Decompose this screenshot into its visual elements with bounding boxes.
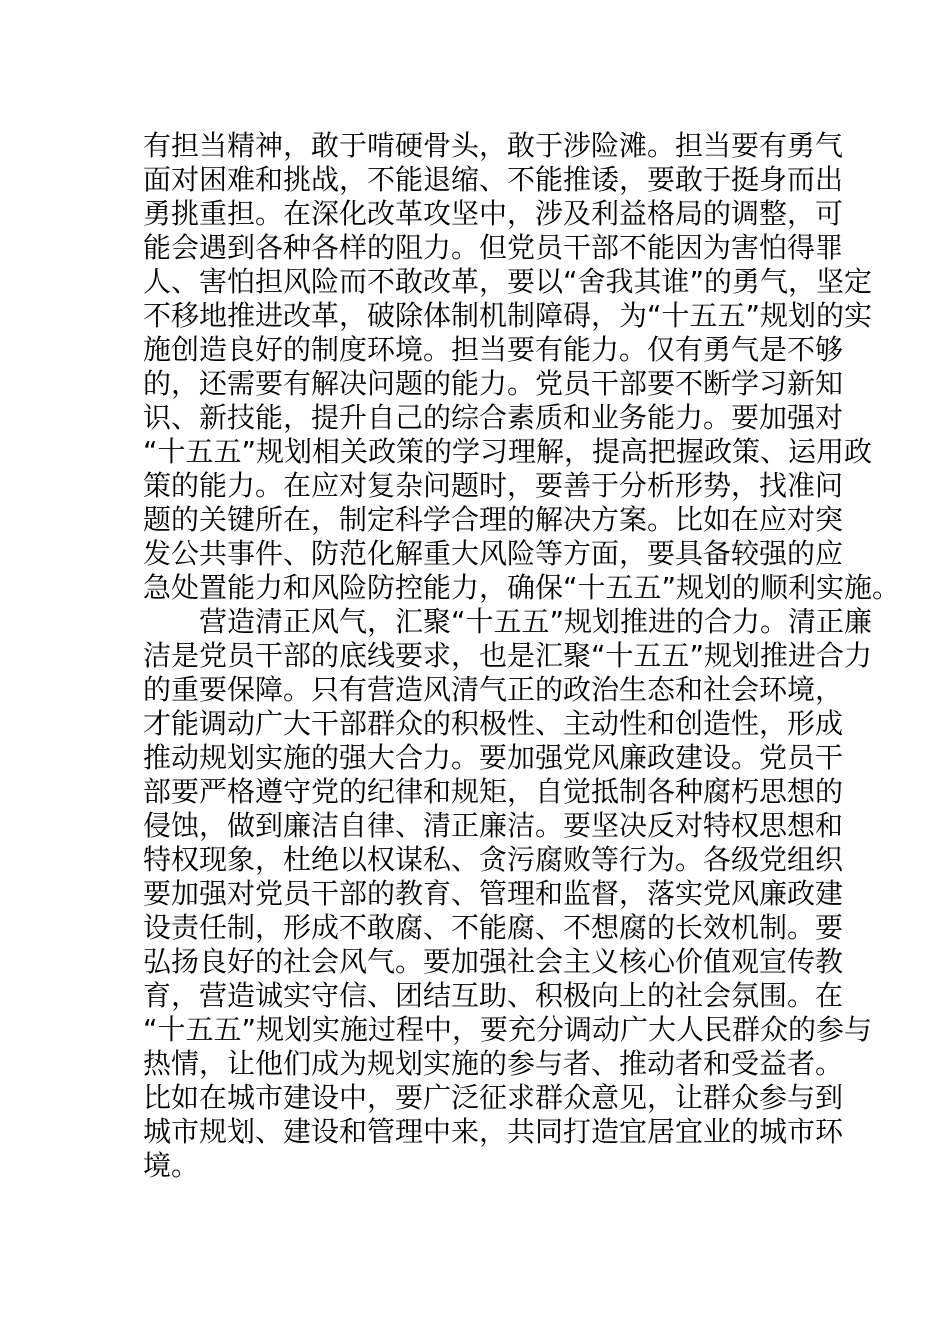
text-line: 营造清正风气，汇聚“十五五”规划推进的合力。清正廉 [199,605,873,638]
text-line: 境。 [143,1149,200,1182]
text-line: 的重要保障。只有营造风清气正的政治生态和社会环境， [143,673,844,706]
text-line: 比如在城市建设中，要广泛征求群众意见，让群众参与到 [143,1081,844,1114]
paragraph-2 [143,605,873,1183]
text-line: 能会遇到各种各样的阻力。但党员干部不能因为害怕得罪 [143,231,844,264]
text-line: 有担当精神，敢于啃硬骨头，敢于涉险滩。担当要有勇气 [143,129,844,162]
text-line: 不移地推进改革，破除体制机制障碍，为“十五五”规划的实 [143,299,873,332]
text-line: 识、新技能，提升自己的综合素质和业务能力。要加强对 [143,401,844,434]
text-line: 设责任制，形成不敢腐、不能腐、不想腐的长效机制。要 [143,911,844,944]
text-line: 施创造良好的制度环境。担当要有能力。仅有勇气是不够 [143,333,844,366]
text-line: 推动规划实施的强大合力。要加强党风廉政建设。党员干 [143,741,844,774]
text-line: 急处置能力和风险防控能力，确保“十五五”规划的顺利实施。 [143,571,901,604]
text-line: “十五五”规划实施过程中，要充分调动广大人民群众的参与 [143,1013,873,1046]
text-line: 发公共事件、防范化解重大风险等方面，要具备较强的应 [143,537,844,570]
text-line: 策的能力。在应对复杂问题时，要善于分析形势，找准问 [143,469,844,502]
text-line: 弘扬良好的社会风气。要加强社会主义核心价值观宣传教 [143,945,844,978]
text-line: 要加强对党员干部的教育、管理和监督，落实党风廉政建 [143,877,844,910]
text-line: 人、害怕担风险而不敢改革，要以“舍我其谁”的勇气，坚定 [143,265,873,298]
text-line: “十五五”规划相关政策的学习理解，提高把握政策、运用政 [143,435,873,468]
body-text [143,129,901,1183]
text-line: 育，营造诚实守信、团结互助、积极向上的社会氛围。在 [143,979,844,1012]
paragraph-1 [143,129,901,605]
text-line: 侵蚀，做到廉洁自律、清正廉洁。要坚决反对特权思想和 [143,809,844,842]
text-line: 的，还需要有解决问题的能力。党员干部要不断学习新知 [143,367,844,400]
text-line: 洁是党员干部的底线要求，也是汇聚“十五五”规划推进合力 [143,639,873,672]
text-line: 面对困难和挑战，不能退缩、不能推诿，要敢于挺身而出 [143,163,844,196]
text-line: 题的关键所在，制定科学合理的解决方案。比如在应对突 [143,503,844,536]
text-line: 部要严格遵守党的纪律和规矩，自觉抵制各种腐朽思想的 [143,775,844,808]
text-line: 特权现象，杜绝以权谋私、贪污腐败等行为。各级党组织 [143,843,844,876]
text-line: 勇挑重担。在深化改革攻坚中，涉及利益格局的调整，可 [143,197,844,230]
text-line: 才能调动广大干部群众的积极性、主动性和创造性，形成 [143,707,844,740]
text-line: 热情，让他们成为规划实施的参与者、推动者和受益者。 [143,1047,844,1080]
text-line: 城市规划、建设和管理中来，共同打造宜居宜业的城市环 [143,1115,844,1148]
